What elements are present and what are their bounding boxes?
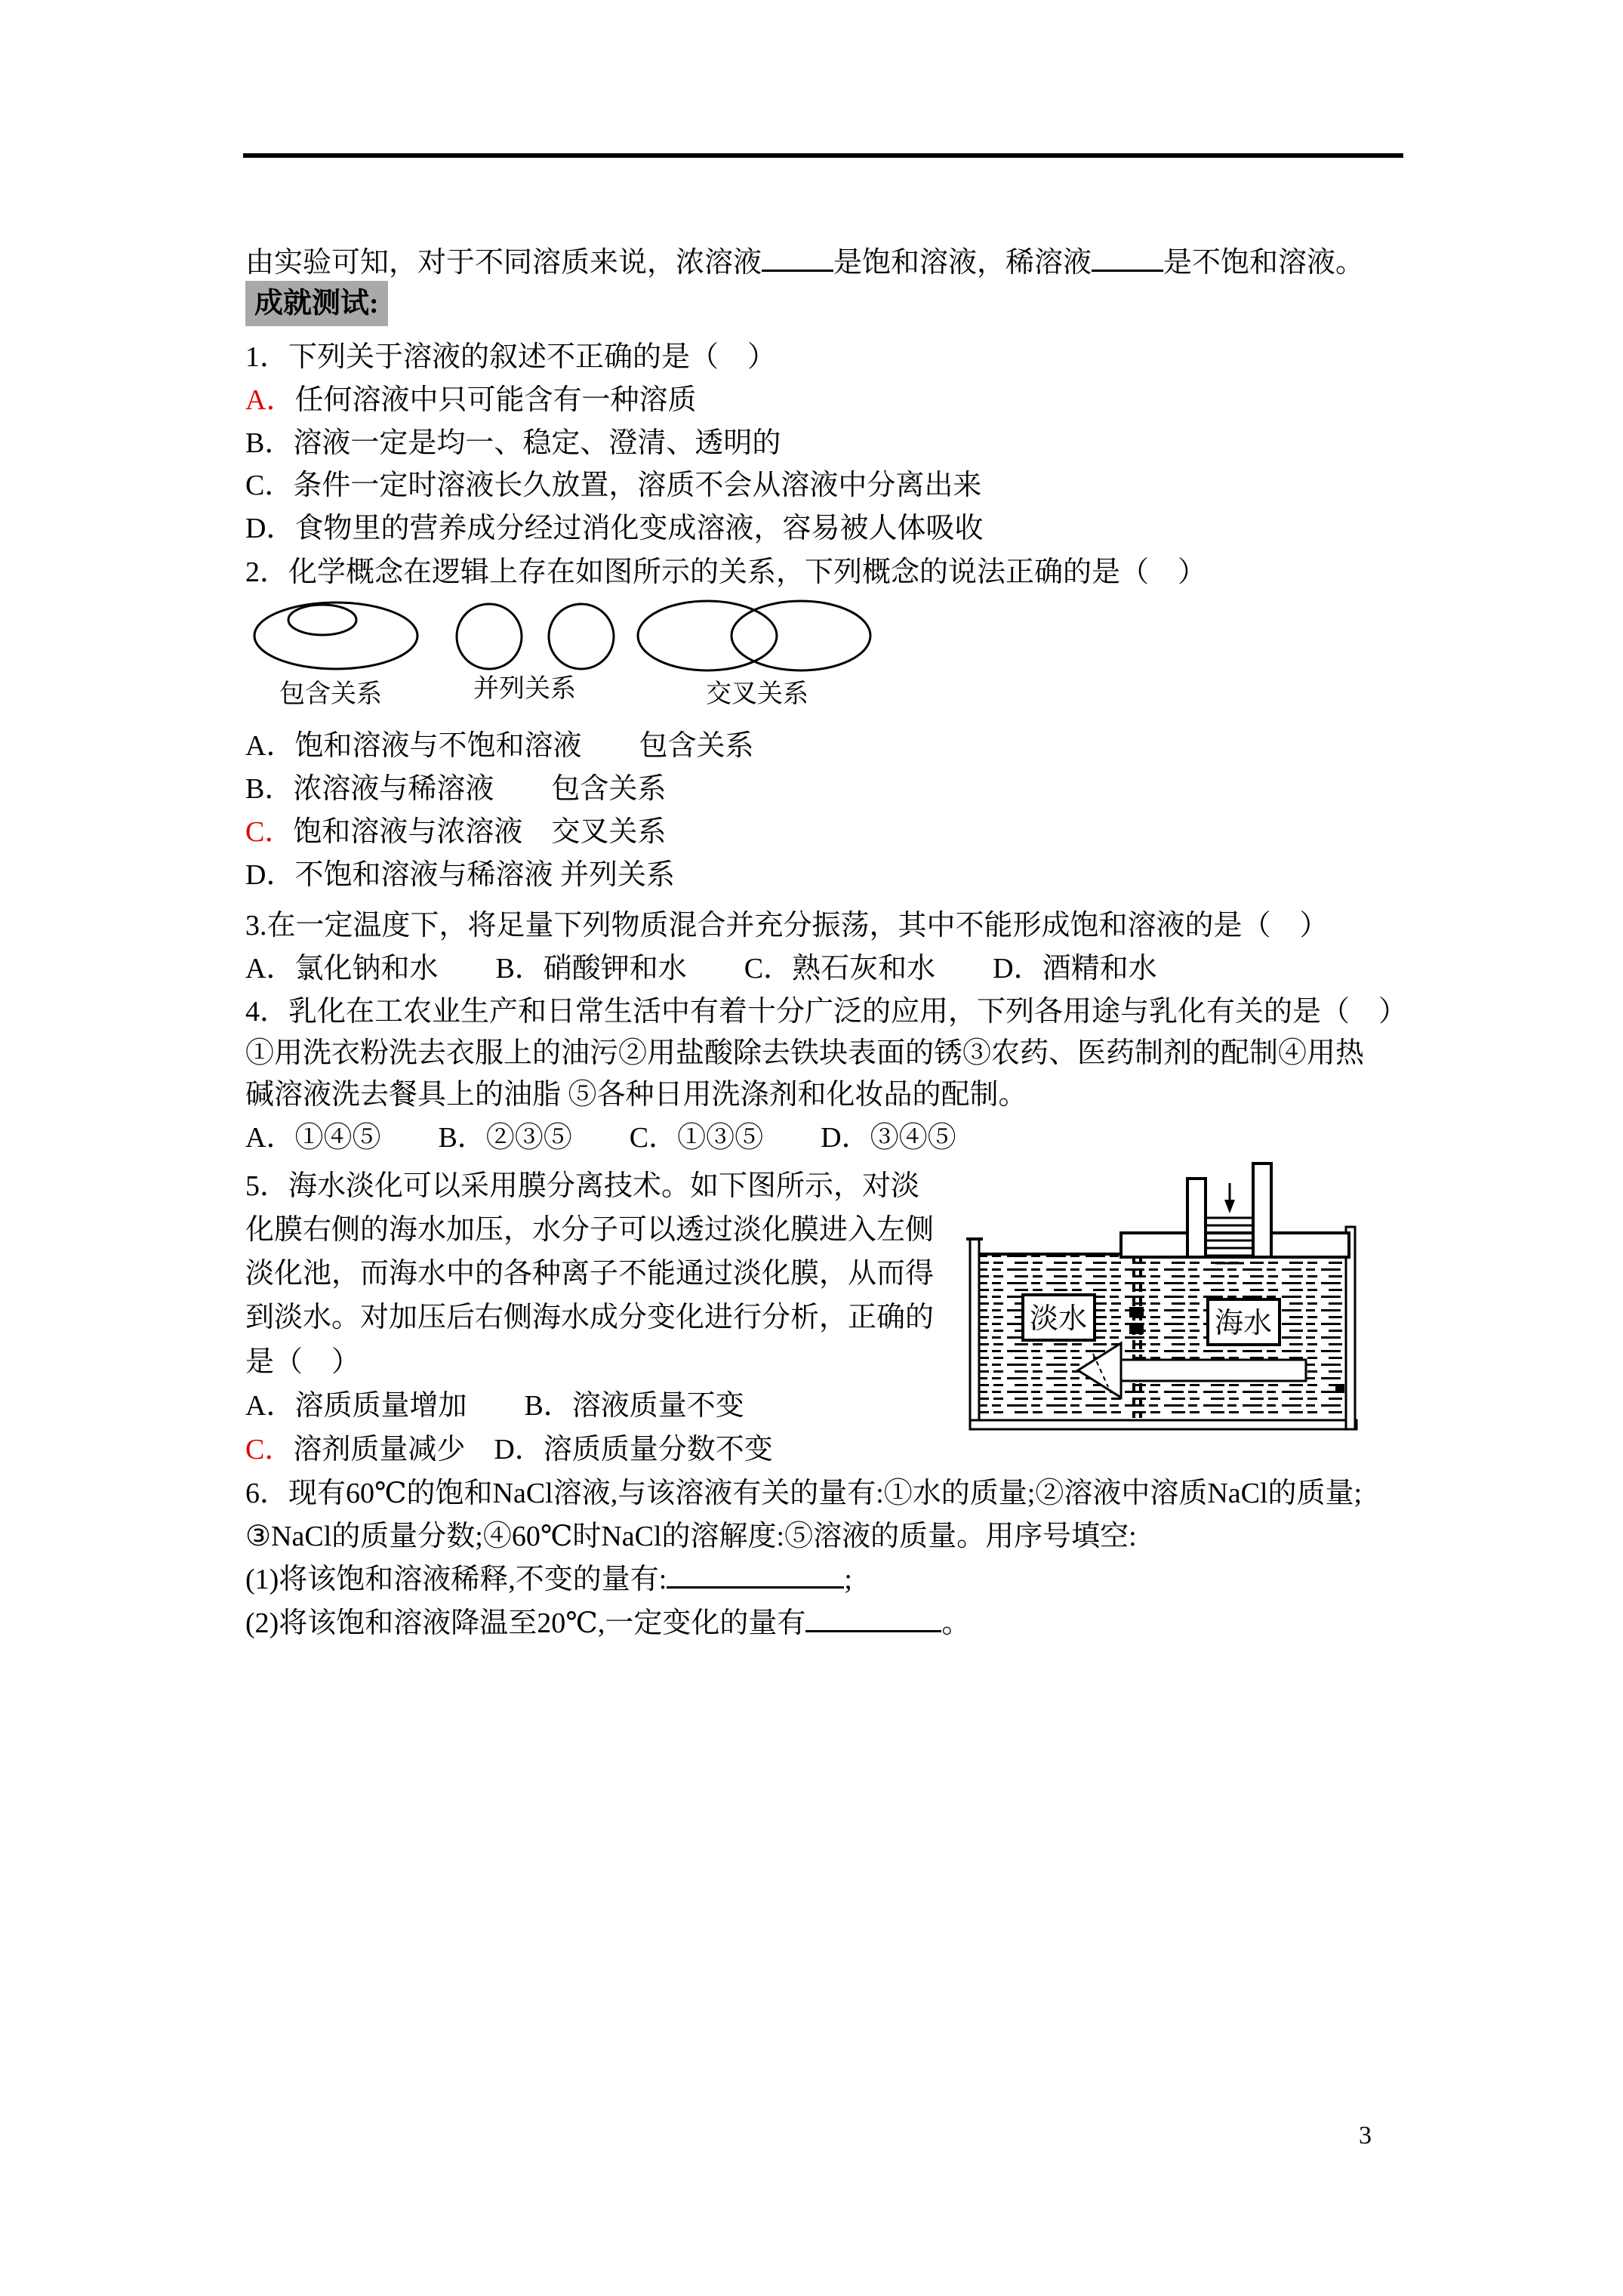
header-rule (243, 153, 1403, 158)
q2-option-c-label: C． (245, 816, 294, 848)
q2-option-c (245, 815, 666, 849)
q1-option-c-label: C． (245, 470, 294, 501)
q1-option-a-label: A． (245, 384, 295, 416)
q2-option-a-text: 饱和溶液与不饱和溶液 包含关系 (294, 730, 754, 762)
q2-option-a (245, 729, 753, 763)
parallel-circle-1 (457, 604, 522, 669)
right-wall-dot (1335, 1384, 1344, 1393)
q6-item1 (245, 1562, 852, 1597)
fill-blank-2 (1092, 247, 1163, 272)
q1-option-c-text: 条件一定时溶液长久放置，溶质不会从溶液中分离出来 (293, 470, 982, 501)
q5-line5: 是（ ） (245, 1346, 361, 1378)
piston-cap (1121, 1233, 1349, 1257)
intro-text-pre: 由实验可知，对于不同溶质来说，浓溶液 (245, 247, 762, 279)
q6-line2: ③NaCl的质量分数;④60℃时NaCl的溶解度:⑤溶液的质量。用序号填空: (245, 1521, 1137, 1552)
q4-body-line1: ①用洗衣粉洗去衣服上的油污②用盐酸除去铁块表面的锈③农药、医药制剂的配制④用热 (245, 1037, 1365, 1069)
intro-text-mid: 是饱和溶液，稀溶液 (833, 247, 1092, 279)
q6-item2 (245, 1606, 970, 1641)
q2-option-b-text: 浓溶液与稀溶液 包含关系 (293, 773, 667, 805)
parallel-circle-2 (549, 604, 614, 669)
q2-option-b (245, 772, 666, 806)
contain-label: 包含关系 (279, 680, 382, 708)
contain-inner-ellipse (288, 605, 356, 635)
q4-body-line2: 碱溶液洗去餐具上的油脂 ⑤各种日用洗涤剂和化妆品的配制。 (245, 1079, 1027, 1111)
q5-line3: 淡化池，而海水中的各种离子不能通过淡化膜，从而得 (245, 1258, 935, 1290)
q4-stem: 4．乳化在工农业生产和日常生活中有着十分广泛的应用，下列各用途与乳化有关的是（ ） (245, 996, 1408, 1028)
sea-water-label: 海水 (1214, 1308, 1273, 1339)
fill-blank-1 (762, 247, 833, 272)
q2-option-c-text: 饱和溶液与浓溶液 交叉关系 (293, 816, 667, 848)
q5-options-ab: A．溶质质量增加 B．溶液质量不变 (245, 1390, 744, 1422)
page-number: 3 (1359, 2122, 1372, 2150)
intro-sentence (245, 245, 1364, 280)
piston-tube-left (1187, 1179, 1206, 1257)
flow-pipe (1121, 1360, 1306, 1381)
contain-outer-ellipse (254, 603, 417, 669)
section-badge: 成就测试: (245, 281, 388, 326)
q4-options-row: A．①④⑤ B．②③⑤ C．①③⑤ D．③④⑤ (245, 1122, 956, 1154)
q5-options-cd (245, 1432, 773, 1467)
q1-option-c (245, 468, 981, 503)
cross-ellipse-2 (731, 601, 870, 670)
q5-line2: 化膜右侧的海水加压，水分子可以透过淡化膜进入左侧 (245, 1214, 935, 1246)
q1-option-d (245, 511, 983, 546)
relation-diagram (249, 596, 891, 710)
membrane-block-2 (1129, 1325, 1144, 1334)
q1-option-d-label: D． (245, 513, 295, 544)
desalination-figure (966, 1157, 1363, 1437)
q1-option-b (245, 426, 781, 461)
q6-fill-blank-1 (667, 1564, 844, 1589)
piston-hatch (1206, 1218, 1253, 1263)
fresh-water-label: 淡水 (1029, 1303, 1088, 1335)
q6-item1-punct: ; (844, 1564, 852, 1595)
q2-stem: 2．化学概念在逻辑上存在如图所示的关系，下列概念的说法正确的是（ ） (245, 556, 1207, 588)
q3-stem: 3.在一定温度下，将足量下列物质混合并充分振荡，其中不能形成饱和溶液的是（ ） (245, 910, 1329, 942)
q1-option-d-text: 食物里的营养成分经过消化变成溶液，容易被人体吸收 (294, 513, 984, 544)
cross-label: 交叉关系 (706, 680, 808, 708)
cross-ellipse-1 (638, 601, 777, 670)
q2-option-d (245, 858, 675, 892)
q6-line1: 6．现有60℃的饱和NaCl溶液,与该溶液有关的量有:①水的质量;②溶液中溶质NaCl的质量; (245, 1478, 1363, 1509)
q5-line1: 5．海水淡化可以采用膜分离技术。如下图所示，对淡 (245, 1170, 920, 1202)
q5-line4: 到淡水。对加压后右侧海水成分变化进行分析，正确的 (245, 1302, 935, 1333)
q6-item2-text: (2)将该饱和溶液降温至20℃,一定变化的量有 (245, 1607, 806, 1639)
q1-option-a (245, 383, 696, 418)
q1-stem: 1．下列关于溶液的叙述不正确的是（ ） (245, 341, 777, 373)
q6-item2-punct: 。 (941, 1607, 971, 1639)
q2-option-d-label: D． (245, 859, 295, 891)
q2-option-a-label: A． (245, 730, 295, 762)
membrane-block-1 (1129, 1307, 1144, 1318)
q2-option-d-text: 不饱和溶液与稀溶液 并列关系 (294, 859, 675, 891)
parallel-label: 并列关系 (473, 675, 576, 703)
q1-option-b-text: 溶液一定是均一、稳定、澄清、透明的 (293, 427, 781, 459)
q5-option-c-label: C． (245, 1434, 294, 1465)
q5-options-cd-text: 溶剂质量减少 D．溶质质量分数不变 (293, 1434, 773, 1465)
intro-text-post: 是不饱和溶液。 (1163, 247, 1365, 279)
q6-item1-text: (1)将该饱和溶液稀释,不变的量有: (245, 1564, 667, 1595)
piston-tube-right (1253, 1163, 1271, 1257)
q2-option-b-label: B． (245, 773, 294, 805)
pressure-arrow-head (1224, 1200, 1235, 1213)
q6-fill-blank-2 (805, 1607, 941, 1632)
q3-options-row: A．氯化钠和水 B．硝酸钾和水 C．熟石灰和水 D．酒精和水 (245, 953, 1157, 985)
q1-option-a-text: 任何溶液中只可能含有一种溶质 (294, 384, 697, 416)
q1-option-b-label: B． (245, 427, 294, 459)
